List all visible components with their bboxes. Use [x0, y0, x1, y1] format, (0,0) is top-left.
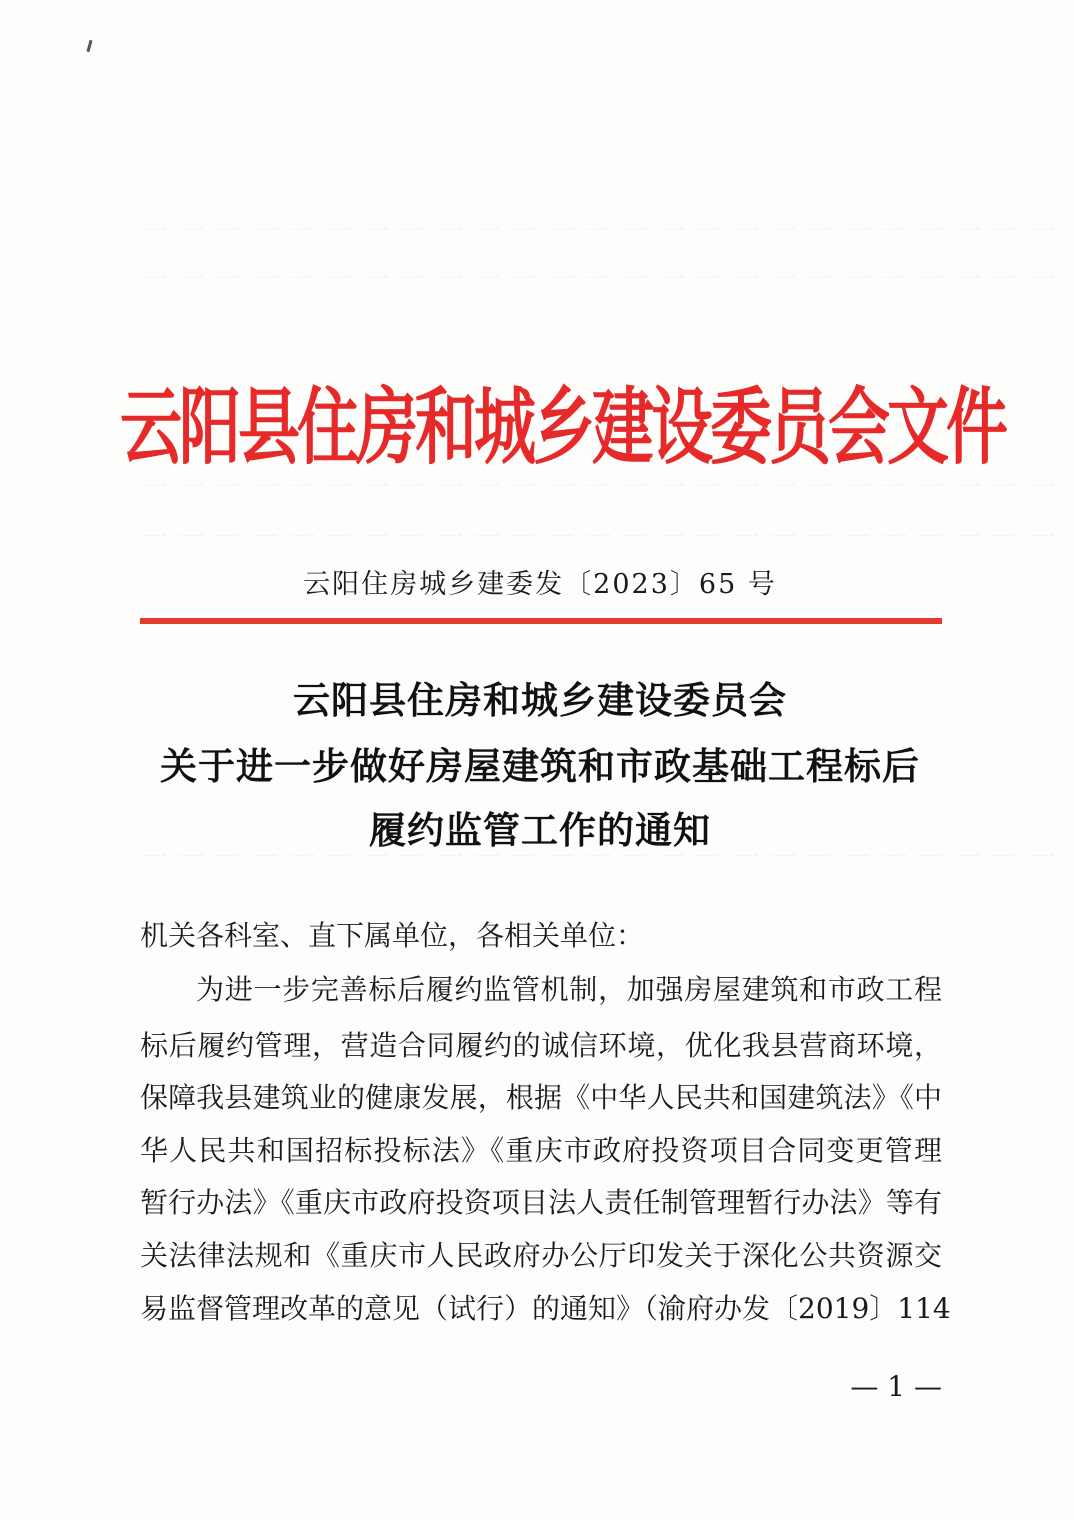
document-number: 云阳住房城乡建委发〔2023〕65 号 [303, 569, 777, 600]
body-text-line: 保障我县建筑业的健康发展，根据《中华人民共和国建筑法》《中 [140, 1081, 942, 1114]
bleed-through-text: 一一一一一一一一一一一一一一一一一一一一一一一一一 [140, 521, 1066, 554]
bleed-through-text: 一一一一一一一一一一一一一一一一一一一一一一一一一 [140, 841, 1066, 874]
salutation: 机关各科室、直下属单位，各相关单位： [140, 919, 645, 952]
body-text-line: 华人民共和国招标投标法》《重庆市政府投资项目合同变更管理 [140, 1134, 942, 1167]
body-text-line: 易监督管理改革的意见（试行）的通知》（渝府办发〔2019〕114 [140, 1292, 951, 1325]
notice-title-line: 关于进一步做好房屋建筑和市政基础工程标后 [160, 744, 920, 788]
notice-title-line: 云阳县住房和城乡建设委员会 [293, 678, 787, 722]
body-text-line: 标后履约管理，营造合同履约的诚信环境，优化我县营商环境， [140, 1029, 942, 1062]
body-text-line: 暂行办法》《重庆市政府投资项目法人责任制管理暂行办法》等有 [140, 1186, 942, 1219]
issuing-authority-header: 云阳县住房和城乡建设委员会文件 [120, 377, 1006, 477]
bleed-through-text: 一一一一一一一一一一一一一一一一一一一一一一一一一 [140, 471, 1066, 504]
notice-title-line: 履约监管工作的通知 [369, 808, 711, 852]
page-number: — 1 — [850, 1370, 942, 1403]
scan-mark [86, 40, 92, 52]
body-text-line: 为进一步完善标后履约监管机制，加强房屋建筑和市政工程 [196, 973, 942, 1006]
bleed-through-text: 一一一一一一一一一一一一一一一一一一一一一一一一一 [140, 263, 1066, 296]
bleed-through-text: 一一一一一一一一一一一一一一一一一一一一一一一一一 [140, 215, 1066, 248]
body-text-line: 关法律法规和《重庆市人民政府办公厅印发关于深化公共资源交 [140, 1239, 942, 1272]
red-divider [140, 618, 942, 624]
